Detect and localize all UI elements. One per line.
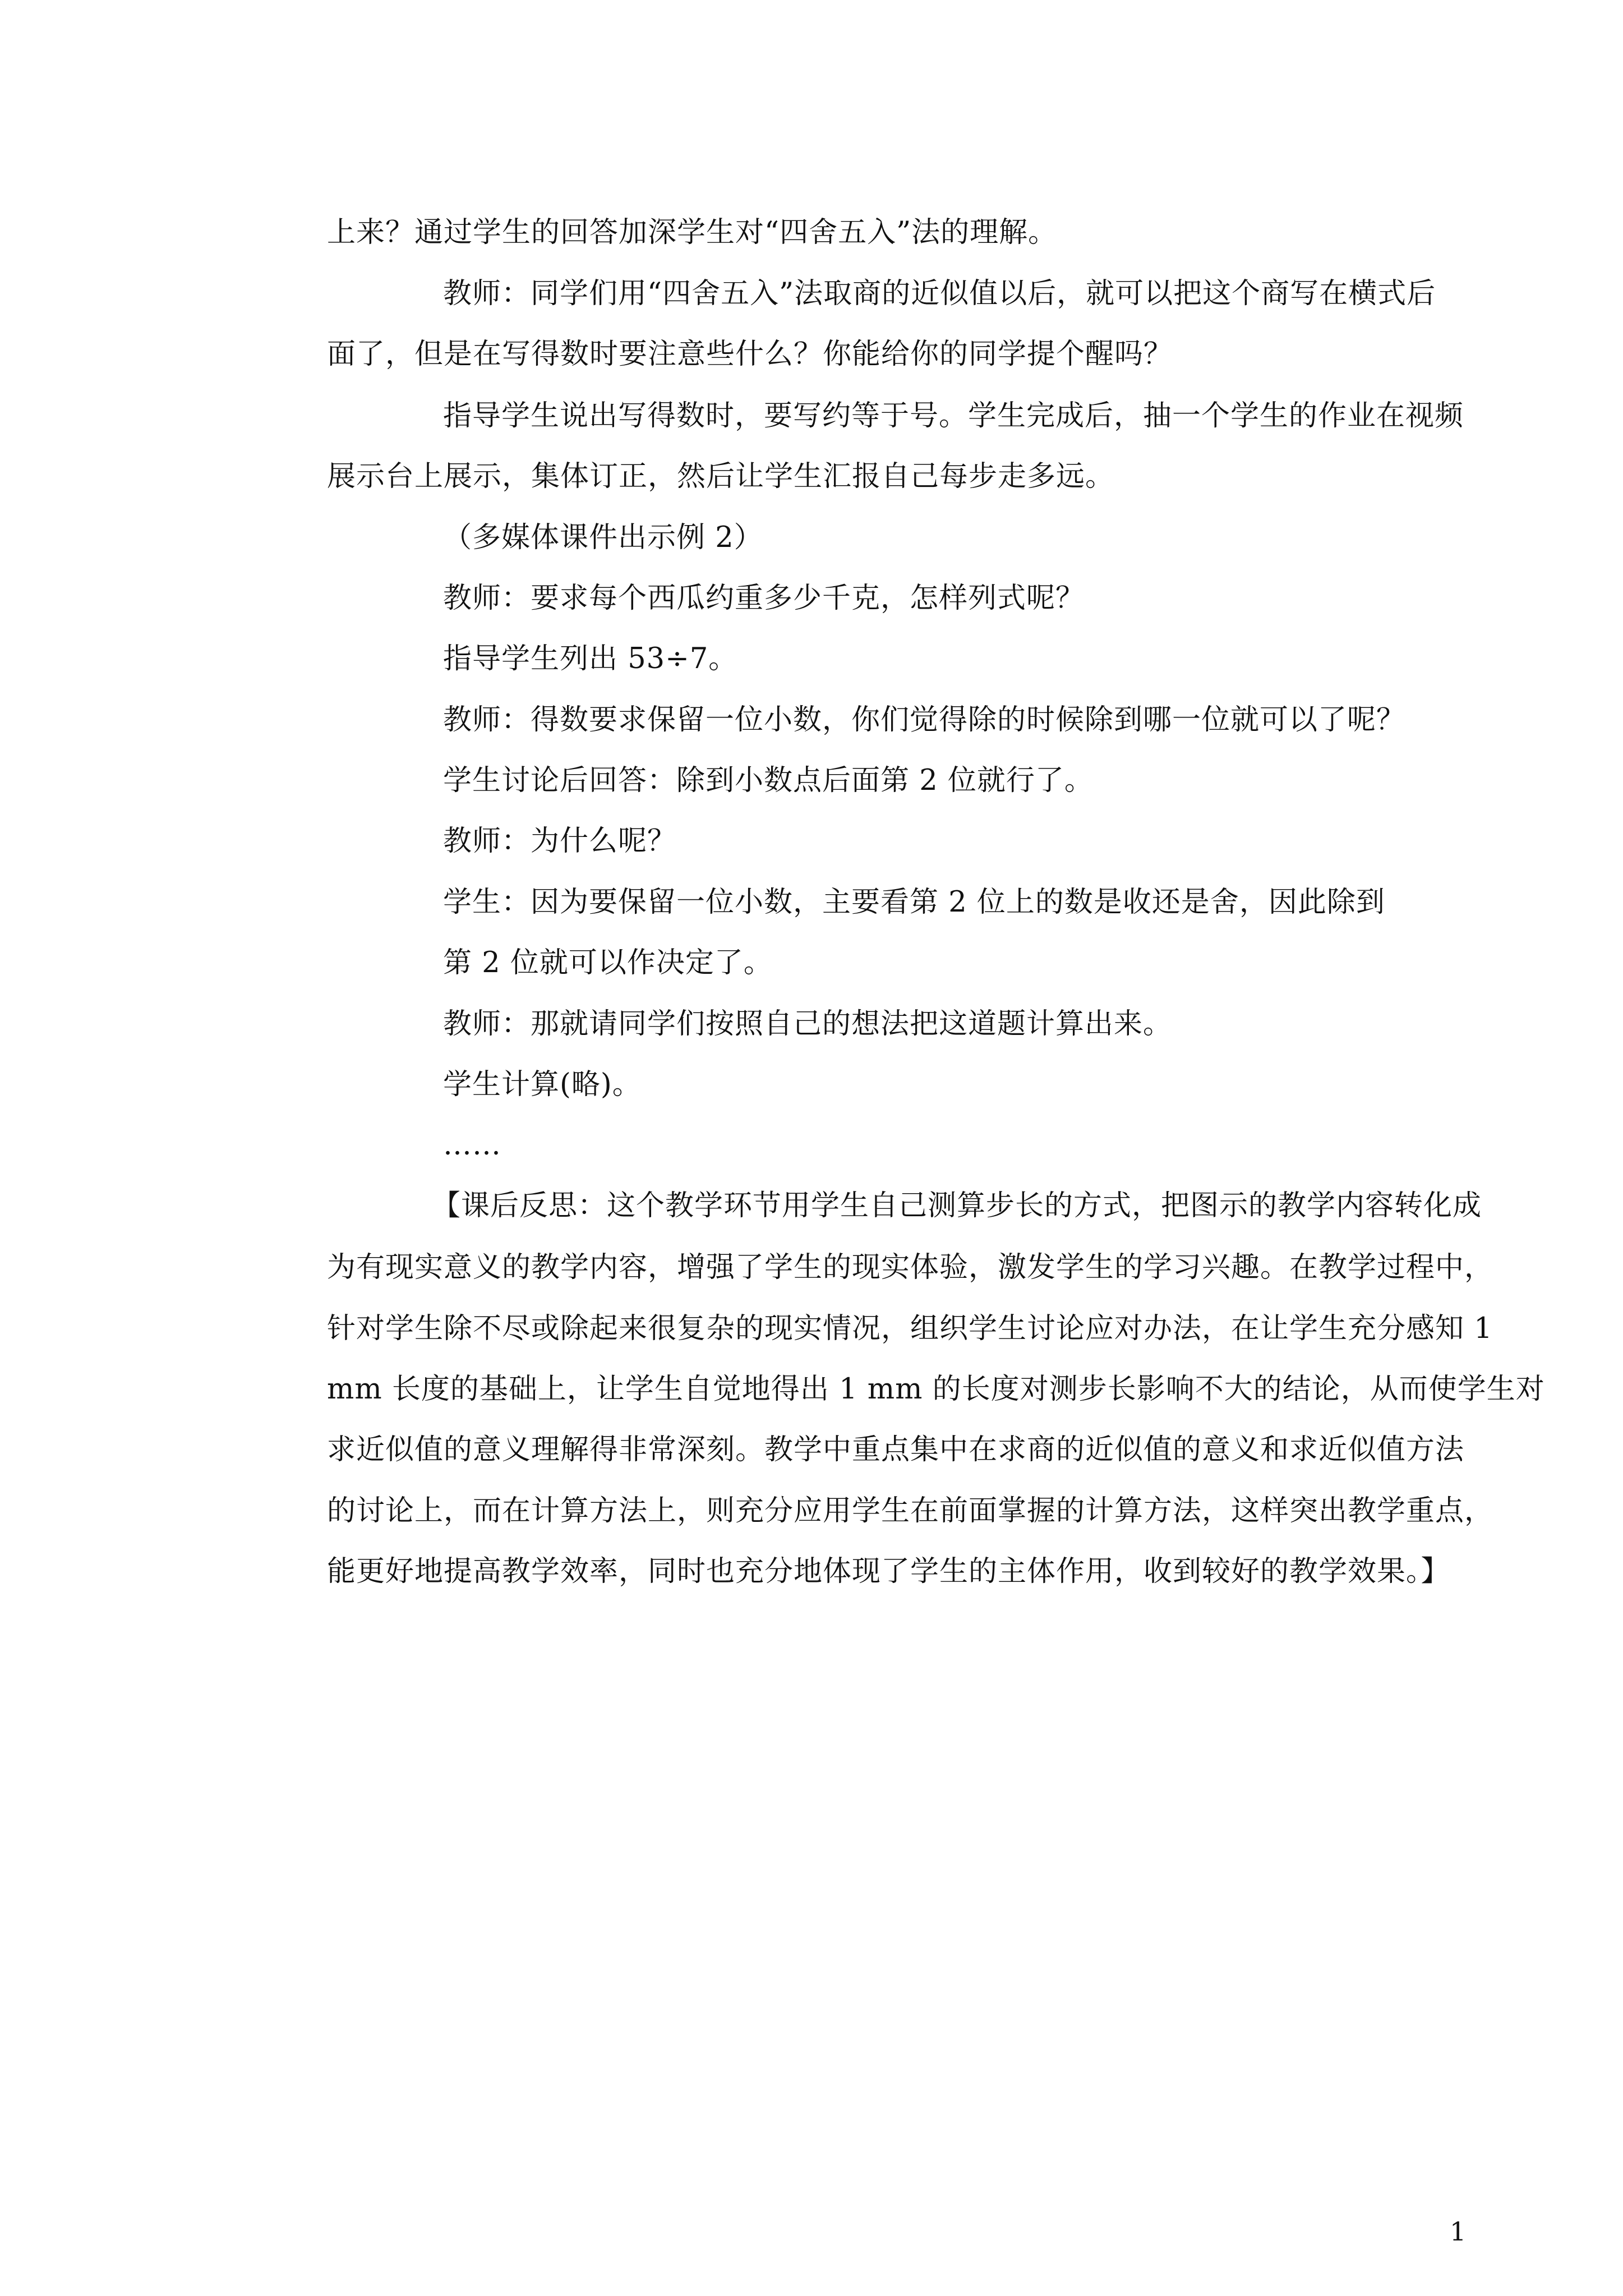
text-line: 【课后反思：这个教学环节用学生自己测算步长的方式，把图示的教学内容转化成 — [432, 1189, 1482, 1222]
text-line: 教师：那就请同学们按照自己的想法把这道题计算出来。 — [443, 1007, 1173, 1041]
text-line: 学生讨论后回答：除到小数点后面第 2 位就行了。 — [443, 764, 1094, 797]
text-line: 面了，但是在写得数时要注意些什么？你能给你的同学提个醒吗？ — [327, 338, 1173, 371]
text-line: 求近似值的意义理解得非常深刻。教学中重点集中在求商的近似值的意义和求近似值方法 — [327, 1433, 1465, 1466]
text-line: 针对学生除不尽或除起来很复杂的现实情况，组织学生讨论应对办法，在让学生充分感知 1 — [327, 1312, 1493, 1345]
text-line: 教师：得数要求保留一位小数，你们觉得除的时候除到哪一位就可以了呢？ — [443, 703, 1406, 737]
text-line: 指导学生列出 53÷7。 — [443, 642, 738, 675]
text-line: 的讨论上，而在计算方法上，则充分应用学生在前面掌握的计算方法，这样突出教学重点， — [327, 1494, 1494, 1527]
text-line: 教师：为什么呢？ — [443, 825, 677, 858]
text-line: 学生：因为要保留一位小数，主要看第 2 位上的数是收还是舍，因此除到 — [443, 886, 1385, 919]
text-line: 指导学生说出写得数时，要写约等于号。学生完成后，抽一个学生的作业在视频 — [443, 399, 1464, 432]
text-line: mm 长度的基础上，让学生自觉地得出 1 mm 的长度对测步长影响不大的结论，从而使学生对 — [327, 1373, 1545, 1406]
text-line: （多媒体课件出示例 2） — [443, 521, 763, 554]
text-line: 能更好地提高教学效率，同时也充分地体现了学生的主体作用，收到较好的教学效果。】 — [327, 1555, 1450, 1588]
text-line: 第 2 位就可以作决定了。 — [443, 946, 773, 979]
text-line: 展示台上展示，集体订正，然后让学生汇报自己每步走多远。 — [327, 460, 1115, 493]
text-line: 教师：同学们用“四舍五入”法取商的近似值以后，就可以把这个商写在横式后 — [443, 277, 1436, 310]
text-line: 上来？通过学生的回答加深学生对“四舍五入”法的理解。 — [327, 216, 1058, 249]
text-line: 学生计算(略)。 — [443, 1068, 642, 1101]
text-line: 教师：要求每个西瓜约重多少千克，怎样列式呢？ — [443, 582, 1085, 615]
text-line: …… — [443, 1129, 501, 1162]
text-line: 为有现实意义的教学内容，增强了学生的现实体验，激发学生的学习兴趣。在教学过程中， — [327, 1251, 1494, 1284]
page-number: 1 — [1450, 2216, 1467, 2247]
